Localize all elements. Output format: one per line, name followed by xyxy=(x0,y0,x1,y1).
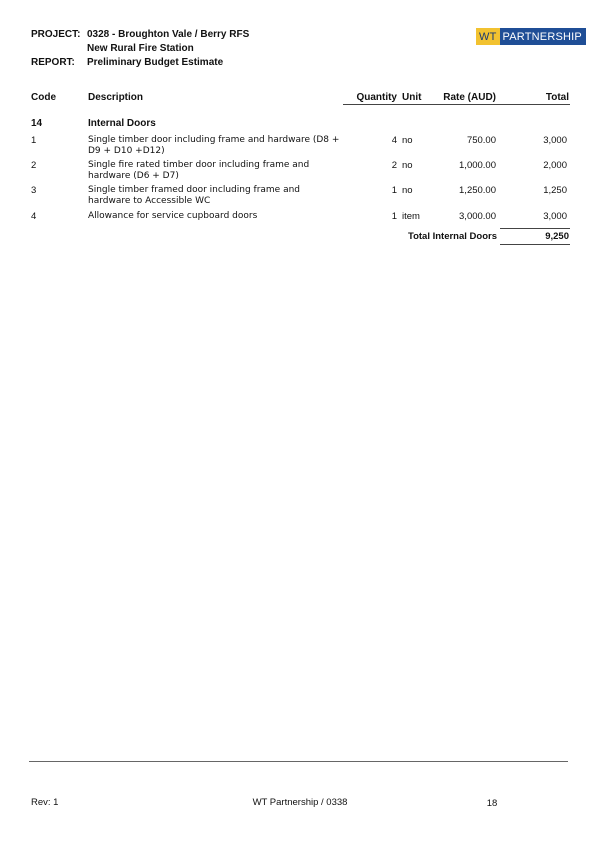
row-2-unit: no xyxy=(402,160,413,171)
row-4-code: 4 xyxy=(31,211,37,222)
wt-partnership-logo xyxy=(476,28,586,45)
row-1-quantity: 4 xyxy=(391,135,397,146)
page-number: 18 xyxy=(486,798,498,809)
row-4-unit: item xyxy=(402,211,420,222)
total-value: 9,250 xyxy=(545,231,569,242)
col-rate-header: Rate (AUD) xyxy=(443,92,496,103)
row-4-quantity: 1 xyxy=(391,211,397,222)
col-description-header: Description xyxy=(88,92,144,103)
row-2-total: 2,000 xyxy=(543,160,567,171)
col-total-header: Total xyxy=(545,92,569,103)
row-3-unit: no xyxy=(402,185,413,196)
row-4-rate: 3,000.00 xyxy=(459,211,496,222)
total-bottom-rule xyxy=(500,244,570,245)
row-3-rate: 1,250.00 xyxy=(459,185,496,196)
project-subtitle: New Rural Fire Station xyxy=(87,43,194,54)
project-label: PROJECT: xyxy=(31,29,81,40)
section-code: 14 xyxy=(31,118,43,129)
col-quantity-header: Quantity xyxy=(356,92,397,103)
row-3-total: 1,250 xyxy=(543,185,567,196)
total-top-rule xyxy=(500,228,570,229)
col-code-header: Code xyxy=(31,92,56,103)
total-label: Total Internal Doors xyxy=(407,231,497,242)
row-3-code: 3 xyxy=(31,185,37,196)
row-1-total: 3,000 xyxy=(543,135,567,146)
row-1-code: 1 xyxy=(31,135,37,146)
row-4-description: Allowance for service cupboard doors xyxy=(88,211,258,221)
row-2-code: 2 xyxy=(31,160,37,171)
row-3-description: Single timber framed door including frame and hardware to Accessible WC xyxy=(88,185,301,206)
logo-partnership: PARTNERSHIP xyxy=(500,28,586,45)
report-name: Preliminary Budget Estimate xyxy=(87,57,224,68)
header-underline xyxy=(343,104,570,105)
row-3-quantity: 1 xyxy=(391,185,397,196)
footer-revision: Rev: 1 xyxy=(31,797,59,808)
project-name: 0328 - Broughton Vale / Berry RFS xyxy=(87,29,250,40)
row-2-quantity: 2 xyxy=(391,160,397,171)
col-unit-header: Unit xyxy=(402,92,422,103)
report-label: REPORT: xyxy=(31,57,75,68)
footer-center-text: WT Partnership / 0338 xyxy=(252,797,348,808)
row-2-description: Single fire rated timber door including frame and hardware (D6 + D7) xyxy=(88,160,310,181)
section-title: Internal Doors xyxy=(88,118,156,129)
footer-rule xyxy=(29,761,568,762)
row-1-unit: no xyxy=(402,135,413,146)
row-2-rate: 1,000.00 xyxy=(459,160,496,171)
logo-wt: WT xyxy=(476,28,500,45)
row-4-total: 3,000 xyxy=(543,211,567,222)
row-1-description: Single timber door including frame and hardware (D8 + D9 + D10 +D12) xyxy=(88,135,340,156)
row-1-rate: 750.00 xyxy=(466,135,496,146)
